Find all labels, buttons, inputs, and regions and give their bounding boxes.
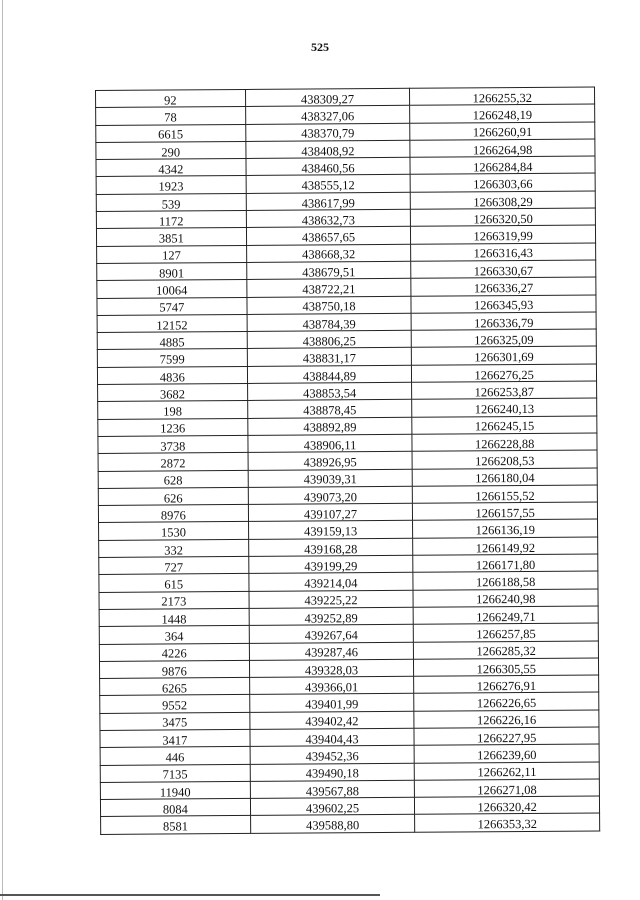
x-coordinate-cell: 438460,56 bbox=[246, 157, 411, 175]
x-coordinate-cell: 439225,22 bbox=[249, 590, 414, 608]
table-body bbox=[96, 87, 600, 834]
x-coordinate-cell: 439267,64 bbox=[249, 624, 414, 642]
point-number-cell: 446 bbox=[100, 747, 250, 765]
y-coordinate-cell: 1266345,93 bbox=[411, 295, 596, 314]
x-coordinate-cell: 438555,12 bbox=[246, 175, 411, 193]
x-coordinate-cell: 438831,17 bbox=[247, 348, 412, 366]
y-coordinate-cell: 1266262,11 bbox=[415, 762, 600, 781]
table-row bbox=[100, 727, 599, 748]
y-coordinate-cell: 1266336,27 bbox=[411, 277, 596, 296]
y-coordinate-cell: 1266240,98 bbox=[413, 589, 598, 608]
point-number-cell: 78 bbox=[96, 107, 246, 125]
point-number-cell: 9876 bbox=[99, 660, 249, 678]
point-number-cell: 3417 bbox=[100, 729, 250, 747]
point-number-cell: 364 bbox=[99, 626, 249, 644]
x-coordinate-cell: 439199,29 bbox=[248, 555, 413, 573]
scan-edge-bottom bbox=[0, 894, 380, 896]
x-coordinate-cell: 439366,01 bbox=[249, 676, 414, 694]
x-coordinate-cell: 438853,54 bbox=[247, 382, 412, 400]
table-row bbox=[100, 675, 599, 696]
table-row bbox=[99, 606, 598, 627]
x-coordinate-cell: 438906,11 bbox=[248, 434, 413, 452]
y-coordinate-cell: 1266271,08 bbox=[415, 779, 600, 798]
x-coordinate-cell: 438632,73 bbox=[246, 209, 411, 227]
y-coordinate-cell: 1266319,99 bbox=[411, 225, 596, 244]
point-number-cell: 727 bbox=[99, 556, 249, 574]
x-coordinate-cell: 438878,45 bbox=[247, 400, 412, 418]
point-number-cell: 8084 bbox=[100, 799, 250, 817]
x-coordinate-cell: 438722,21 bbox=[246, 279, 411, 297]
table-row bbox=[98, 398, 597, 419]
y-coordinate-cell: 1266240,13 bbox=[412, 398, 597, 417]
y-coordinate-cell: 1266305,55 bbox=[414, 658, 599, 677]
point-number-cell: 4226 bbox=[99, 643, 249, 661]
table-row bbox=[98, 433, 597, 454]
x-coordinate-cell: 438892,89 bbox=[247, 417, 412, 435]
y-coordinate-cell: 1266264,98 bbox=[410, 139, 595, 158]
table-row bbox=[97, 260, 596, 281]
x-coordinate-cell: 439401,99 bbox=[249, 694, 414, 712]
y-coordinate-cell: 1266248,19 bbox=[410, 104, 595, 123]
table-row bbox=[97, 277, 596, 298]
x-coordinate-cell: 438327,06 bbox=[245, 106, 410, 124]
point-number-cell: 626 bbox=[98, 487, 248, 505]
y-coordinate-cell: 1266301,69 bbox=[412, 346, 597, 365]
point-number-cell: 11940 bbox=[100, 781, 250, 799]
point-number-cell: 198 bbox=[98, 401, 248, 419]
point-number-cell: 2173 bbox=[99, 591, 249, 609]
table-row bbox=[99, 554, 598, 575]
table-row bbox=[97, 329, 596, 350]
point-number-cell: 5747 bbox=[97, 297, 247, 315]
page-number: 525 bbox=[311, 40, 329, 54]
y-coordinate-cell: 1266253,87 bbox=[412, 381, 597, 400]
table-row bbox=[97, 312, 596, 333]
point-number-cell: 7135 bbox=[100, 764, 250, 782]
x-coordinate-cell: 438679,51 bbox=[246, 261, 411, 279]
table-row bbox=[96, 139, 595, 160]
x-coordinate-cell: 438370,79 bbox=[245, 123, 410, 141]
point-number-cell: 1172 bbox=[96, 211, 246, 229]
point-number-cell: 628 bbox=[98, 470, 248, 488]
y-coordinate-cell: 1266171,80 bbox=[413, 554, 598, 573]
y-coordinate-cell: 1266330,67 bbox=[411, 260, 596, 279]
x-coordinate-cell: 438806,25 bbox=[247, 330, 412, 348]
x-coordinate-cell: 439328,03 bbox=[249, 659, 414, 677]
point-number-cell: 127 bbox=[97, 245, 247, 263]
table-row bbox=[98, 450, 597, 471]
table-row bbox=[98, 381, 597, 402]
x-coordinate-cell: 438844,89 bbox=[247, 365, 412, 383]
table-row bbox=[97, 364, 596, 385]
x-coordinate-cell: 439602,25 bbox=[250, 797, 415, 815]
point-number-cell: 3682 bbox=[98, 383, 248, 401]
y-coordinate-cell: 1266226,65 bbox=[414, 692, 599, 711]
point-number-cell: 1923 bbox=[96, 176, 246, 194]
table-row bbox=[96, 191, 595, 212]
point-number-cell: 3851 bbox=[96, 228, 246, 246]
y-coordinate-cell: 1266336,79 bbox=[411, 312, 596, 331]
y-coordinate-cell: 1266228,88 bbox=[412, 433, 597, 452]
y-coordinate-cell: 1266136,19 bbox=[413, 519, 598, 538]
point-number-cell: 2872 bbox=[98, 453, 248, 471]
table-row bbox=[100, 779, 599, 800]
point-number-cell: 1236 bbox=[98, 418, 248, 436]
point-number-cell: 8976 bbox=[98, 505, 248, 523]
y-coordinate-cell: 1266188,58 bbox=[413, 571, 598, 590]
x-coordinate-cell: 439287,46 bbox=[249, 642, 414, 660]
point-number-cell: 4836 bbox=[97, 366, 247, 384]
x-coordinate-cell: 438784,39 bbox=[247, 313, 412, 331]
y-coordinate-cell: 1266257,85 bbox=[414, 623, 599, 642]
y-coordinate-cell: 1266308,29 bbox=[411, 191, 596, 210]
y-coordinate-cell: 1266276,25 bbox=[412, 364, 597, 383]
x-coordinate-cell: 439039,31 bbox=[248, 469, 413, 487]
point-number-cell: 4342 bbox=[96, 159, 246, 177]
point-number-cell: 9552 bbox=[100, 695, 250, 713]
table-row bbox=[100, 796, 599, 817]
x-coordinate-cell: 439490,18 bbox=[250, 763, 415, 781]
point-number-cell: 92 bbox=[96, 89, 246, 107]
point-number-cell: 8581 bbox=[101, 816, 251, 834]
scan-edge bbox=[2, 0, 3, 900]
point-number-cell: 1448 bbox=[99, 608, 249, 626]
y-coordinate-cell: 1266325,09 bbox=[412, 329, 597, 348]
y-coordinate-cell: 1266149,92 bbox=[413, 537, 598, 556]
table-row bbox=[96, 208, 595, 229]
point-number-cell: 6615 bbox=[96, 124, 246, 142]
y-coordinate-cell: 1266276,91 bbox=[414, 675, 599, 694]
table-row bbox=[98, 502, 597, 523]
y-coordinate-cell: 1266316,43 bbox=[411, 243, 596, 262]
y-coordinate-cell: 1266155,52 bbox=[413, 485, 598, 504]
point-number-cell: 539 bbox=[96, 193, 246, 211]
x-coordinate-cell: 438926,95 bbox=[248, 452, 413, 470]
x-coordinate-cell: 438657,65 bbox=[246, 227, 411, 245]
x-coordinate-cell: 439567,88 bbox=[250, 780, 415, 798]
x-coordinate-cell: 439404,43 bbox=[250, 728, 415, 746]
y-coordinate-cell: 1266285,32 bbox=[414, 640, 599, 659]
point-number-cell: 3475 bbox=[100, 712, 250, 730]
x-coordinate-cell: 439159,13 bbox=[248, 521, 413, 539]
y-coordinate-cell: 1266303,66 bbox=[410, 173, 595, 192]
table-row bbox=[99, 571, 598, 592]
x-coordinate-cell: 439588,80 bbox=[250, 815, 415, 833]
table-row bbox=[100, 744, 599, 765]
y-coordinate-cell: 1266284,84 bbox=[410, 156, 595, 175]
point-number-cell: 10064 bbox=[97, 280, 247, 298]
table-row bbox=[96, 87, 595, 108]
x-coordinate-cell: 438309,27 bbox=[245, 88, 410, 106]
y-coordinate-cell: 1266227,95 bbox=[414, 727, 599, 746]
x-coordinate-cell: 439073,20 bbox=[248, 486, 413, 504]
x-coordinate-cell: 439168,28 bbox=[248, 538, 413, 556]
point-number-cell: 332 bbox=[99, 539, 249, 557]
y-coordinate-cell: 1266239,60 bbox=[414, 744, 599, 763]
point-number-cell: 290 bbox=[96, 141, 246, 159]
point-number-cell: 1530 bbox=[99, 522, 249, 540]
point-number-cell: 8901 bbox=[97, 262, 247, 280]
point-number-cell: 6265 bbox=[100, 678, 250, 696]
table-row bbox=[99, 537, 598, 558]
y-coordinate-cell: 1266320,42 bbox=[415, 796, 600, 815]
x-coordinate-cell: 439452,36 bbox=[250, 746, 415, 764]
coordinates-table bbox=[95, 87, 600, 835]
y-coordinate-cell: 1266245,15 bbox=[412, 416, 597, 435]
y-coordinate-cell: 1266180,04 bbox=[413, 468, 598, 487]
x-coordinate-cell: 438668,32 bbox=[246, 244, 411, 262]
x-coordinate-cell: 438617,99 bbox=[246, 192, 411, 210]
point-number-cell: 12152 bbox=[97, 314, 247, 332]
point-number-cell: 3738 bbox=[98, 435, 248, 453]
y-coordinate-cell: 1266255,32 bbox=[410, 87, 595, 106]
x-coordinate-cell: 438750,18 bbox=[247, 296, 412, 314]
table-row bbox=[96, 104, 595, 125]
y-coordinate-cell: 1266353,32 bbox=[415, 813, 600, 832]
y-coordinate-cell: 1266249,71 bbox=[414, 606, 599, 625]
y-coordinate-cell: 1266226,16 bbox=[414, 710, 599, 729]
table-row bbox=[96, 156, 595, 177]
y-coordinate-cell: 1266208,53 bbox=[412, 450, 597, 469]
x-coordinate-cell: 439402,42 bbox=[250, 711, 415, 729]
x-coordinate-cell: 439107,27 bbox=[248, 503, 413, 521]
x-coordinate-cell: 439252,89 bbox=[249, 607, 414, 625]
point-number-cell: 615 bbox=[99, 574, 249, 592]
table-row bbox=[99, 623, 598, 644]
x-coordinate-cell: 438408,92 bbox=[246, 140, 411, 158]
table-row bbox=[101, 813, 600, 834]
y-coordinate-cell: 1266260,91 bbox=[410, 122, 595, 141]
y-coordinate-cell: 1266320,50 bbox=[411, 208, 596, 227]
x-coordinate-cell: 439214,04 bbox=[249, 573, 414, 591]
point-number-cell: 4885 bbox=[97, 332, 247, 350]
y-coordinate-cell: 1266157,55 bbox=[413, 502, 598, 521]
point-number-cell: 7599 bbox=[97, 349, 247, 367]
table-row bbox=[99, 658, 598, 679]
table-row bbox=[98, 485, 597, 506]
